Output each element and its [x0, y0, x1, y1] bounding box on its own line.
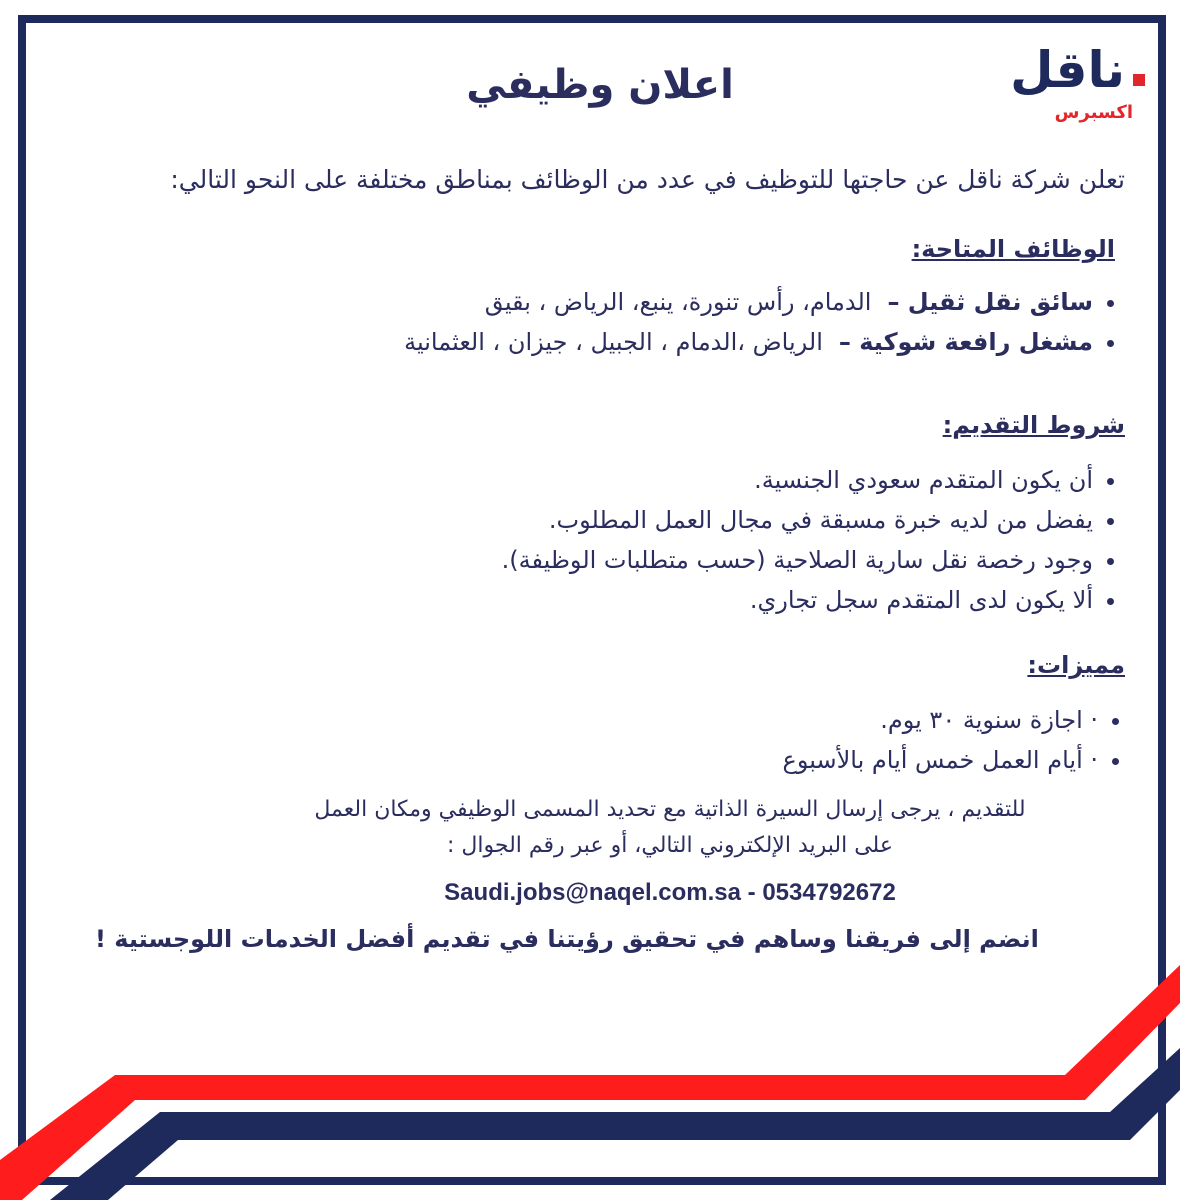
job-item — [95, 322, 1093, 362]
logo-sub-text: اكسبرس — [1054, 102, 1133, 123]
benefit-item: • · اجازة سنوية ٣٠ يوم. — [95, 700, 1098, 740]
jobs-list — [95, 282, 1115, 362]
job-item — [95, 282, 1093, 322]
slogan: انضم إلى فريقنا وساهم في تحقيق رؤيتنا في تقديم أفضل الخدمات اللوجستية ! — [95, 925, 1039, 953]
phone-number[interactable]: 0534792672 — [762, 879, 896, 906]
logo-main-text: ناقل — [1010, 41, 1125, 99]
page-title: اعلان وظيفي — [466, 62, 734, 108]
job-locations: الدمام، رأس تنورة، ينبع، الرياض ، بقيق — [484, 288, 872, 316]
separator: - — [747, 879, 756, 906]
apply-instructions-line1: للتقديم ، يرجى إرسال السيرة الذاتية مع تحديد المسمى الوظيفي ومكان العمل — [314, 797, 1026, 822]
job-name: • مشغل رافعة شوكية – — [838, 328, 1093, 356]
logo-red-square — [1133, 74, 1145, 86]
email-link[interactable]: Saudi.jobs@naqel.com.sa — [444, 879, 741, 906]
conditions-list — [95, 460, 1115, 620]
red-stripe — [0, 965, 1180, 1200]
condition-item: • وجود رخصة نقل سارية الصلاحية (حسب متطلبات الوظيفة). — [95, 540, 1093, 580]
condition-item: • ألا يكون لدى المتقدم سجل تجاري. — [95, 580, 1093, 620]
conditions-heading: شروط التقديم: — [942, 411, 1125, 439]
navy-stripe — [50, 1048, 1180, 1200]
condition-item: • أن يكون المتقدم سعودي الجنسية. — [95, 460, 1093, 500]
benefits-list — [95, 700, 1120, 780]
jobs-heading: الوظائف المتاحة: — [911, 235, 1115, 263]
benefits-heading: مميزات: — [1027, 651, 1125, 679]
benefit-item: • · أيام العمل خمس أيام بالأسبوع — [95, 740, 1098, 780]
job-locations: الرياض ،الدمام ، الجبيل ، جيزان ، العثمانية — [404, 328, 823, 356]
main-content — [95, 160, 1125, 956]
contact-line — [95, 876, 1125, 910]
apply-instructions-line2: على البريد الإلكتروني التالي، أو عبر رقم الجوال : — [447, 833, 893, 858]
intro-text: تعلن شركة ناقل عن حاجتها للتوظيف في عدد من الوظائف بمناطق مختلفة على النحو التالي: — [170, 165, 1125, 194]
naqel-logo — [975, 41, 1145, 134]
condition-item: • يفضل من لديه خبرة مسبقة في مجال العمل المطلوب. — [95, 500, 1093, 540]
job-name: • سائق نقل ثقيل – — [887, 288, 1093, 316]
